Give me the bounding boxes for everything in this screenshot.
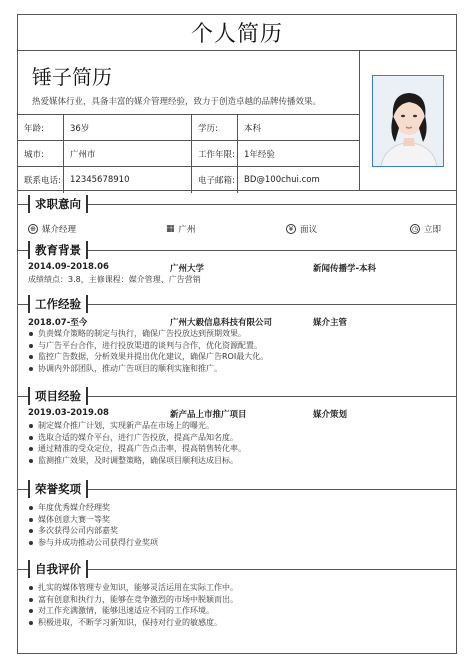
info-row [18,167,359,193]
info-row [18,141,359,167]
intent-availability-text: 立即 [424,225,442,235]
intent-position-text: 媒介经理 [42,225,77,235]
list-item: 负责媒介策略的制定与执行，确保广告投放达到预期效果。 [18,328,456,340]
photo-column [359,51,456,190]
project-header-row [18,408,456,420]
info-label: 城市: [18,141,64,166]
list-item: 与广告平台合作，进行投放渠道的谈判与合作，优化资源配置。 [18,340,456,352]
section-self [18,560,456,628]
intent-city-text: 广州 [178,225,196,235]
list-item: 协调内外部团队，推动广告项目的顺利实施和推广。 [18,363,456,375]
education-detail: 成绩绩点：3.8，主修课程：媒介管理、广告营销 [28,275,201,284]
section-title: 工作经验 [28,295,88,313]
intent-position [28,223,76,235]
section-work [18,295,456,374]
education-school: 广州大学 [170,264,205,274]
project-role: 媒介策划 [313,410,348,420]
info-value: 1年经验 [244,149,275,160]
profile-header [18,51,456,191]
project-period: 2019.03-2019.08 [28,408,109,418]
section-title: 自我评价 [28,560,88,578]
list-item: 多次获得公司内部嘉奖 [18,525,456,537]
info-label: 工作年限: [192,141,238,166]
info-label: 联系电话: [18,167,64,193]
work-header-row [18,316,456,328]
list-item: 积极进取，不断学习新知识，保持对行业的敏感度。 [18,617,456,629]
info-row [18,115,359,141]
intent-salary [286,223,317,235]
info-value: 12345678910 [64,167,192,193]
list-item: 年度优秀媒介经理奖 [18,502,456,514]
intent-row [18,213,456,243]
intent-salary-text: 面议 [300,225,318,235]
work-period: 2018.07-至今 [28,318,88,328]
info-value: 广州市 [64,141,192,166]
intent-availability [410,223,441,235]
list-item: 对工作充满激情，能够迅速适应不同的工作环境。 [18,605,456,617]
list-item: 选取合适的媒介平台，进行广告投放，提高产品知名度。 [18,432,456,444]
candidate-name: 锤子简历 [32,65,112,89]
list-item: 参与并成功推动公司获得行业奖项 [18,537,456,549]
profile-photo [372,75,444,167]
info-value: 36岁 [64,115,192,140]
info-label: 学历: [192,115,238,140]
list-item: 媒体创意大赛一等奖 [18,514,456,526]
section-title: 荣誉奖项 [28,480,88,498]
section-project [18,387,456,466]
intent-city [166,223,196,235]
list-item: 富有创意和执行力，能够在竞争激烈的市场中脱颖而出。 [18,594,456,606]
clock-icon: ◷ [411,225,419,233]
project-name: 新产品上市推广项目 [170,410,247,420]
resume-frame [17,14,457,654]
list-item: 制定媒介推广计划，实现新产品在市场上的曝光。 [18,420,456,432]
page-title: 个人简历 [18,15,456,51]
list-item: 监控广告数据，分析效果并提出优化建议，确保广告ROI最大化。 [18,351,456,363]
info-value: BD@100chui.com [244,175,320,185]
work-role: 媒介主管 [313,318,348,328]
list-item: 监测推广效果，及时调整策略，确保项目顺利达成目标。 [18,455,456,467]
list-item: 扎实的媒体管理专业知识，能够灵活运用在实际工作中。 [18,582,456,594]
section-title: 教育背景 [28,241,88,259]
education-period: 2014.09-2018.06 [28,262,109,272]
yen-icon: ¥ [286,224,296,234]
building-icon: ▦ [166,224,175,234]
list-item: 通过精准的受众定位，提高广告点击率，提高销售转化率。 [18,443,456,455]
work-company: 广州大毅信息科技有限公司 [170,318,273,328]
section-honors [18,480,456,548]
info-label: 电子邮箱: [192,167,238,193]
info-label: 年龄: [18,115,64,140]
section-education [18,241,456,286]
section-title: 求职意向 [28,195,88,213]
education-header-row [18,262,456,274]
section-title: 项目经验 [28,387,88,405]
info-table [18,114,359,193]
intro-text: 热爱媒体行业，具备丰富的媒介管理经验，致力于创造卓越的品牌传播效果。 [32,97,322,107]
education-major: 新闻传播学-本科 [313,264,377,274]
section-intent [18,195,456,243]
compass-icon: ⊕ [28,224,38,234]
info-value: 本科 [244,123,262,134]
